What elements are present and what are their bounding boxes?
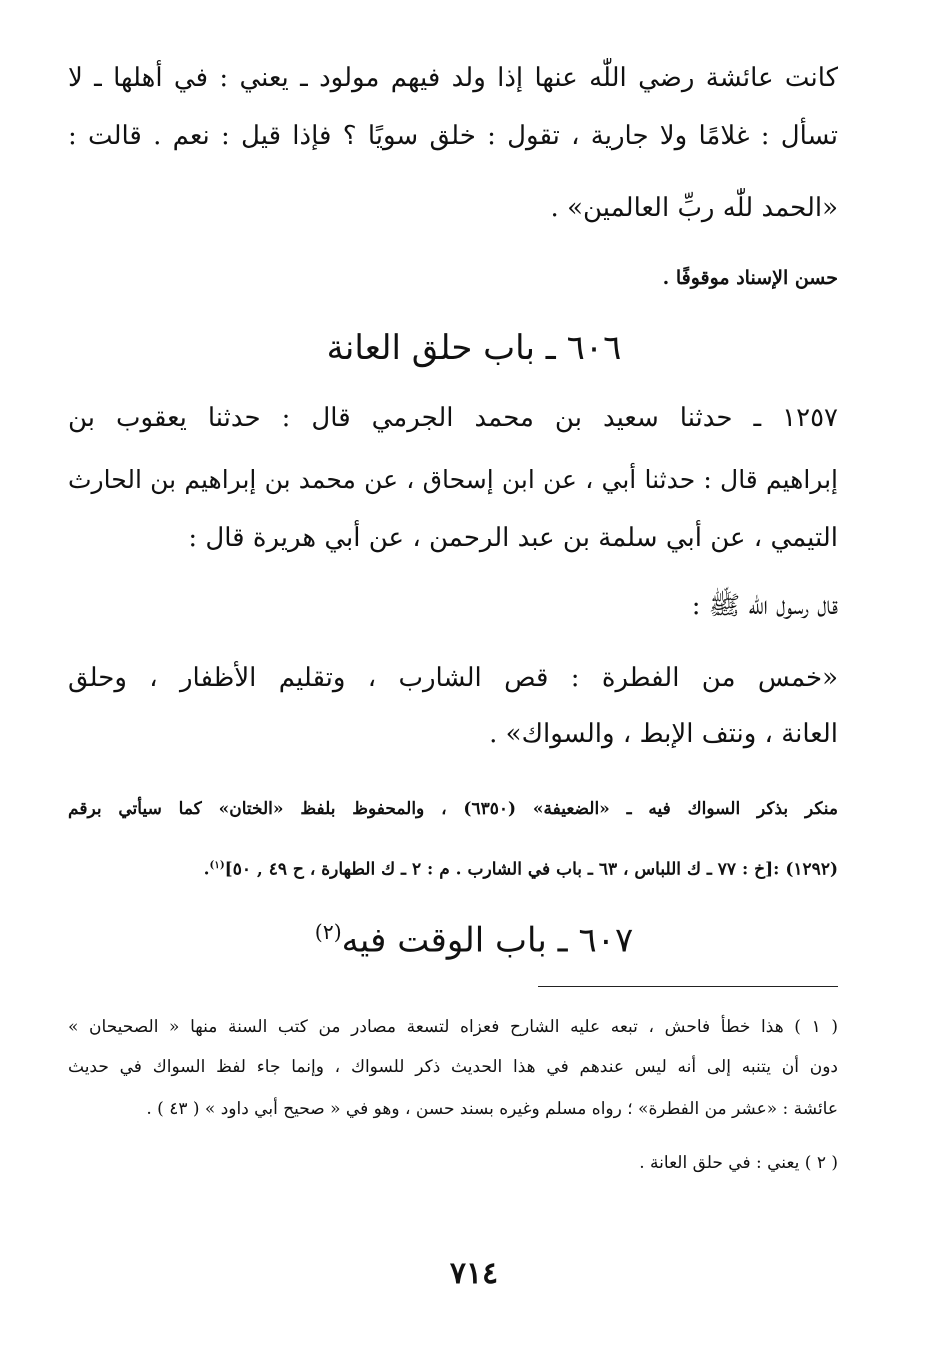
- hadith-1257-line-1: ١٢٥٧ ـ حدثنا سعيد بن محمد الجرمي قال : حدثنا يعقوب بن: [68, 403, 838, 433]
- hadith-1257-line-5: «خمس من الفطرة : قص الشارب ، وتقليم الأظفار ، وحلق: [68, 663, 838, 693]
- hadith-grade: حسن الإسناد موقوفًا .: [662, 267, 838, 289]
- grade-line-2-end: .: [203, 859, 210, 880]
- grade-line-1: منكر بذكر السواك فيه ـ «الضعيفة» (٦٣٥٠) ، والمحفوظ بلفظ «الختان» كما سيأتي برقم: [68, 799, 838, 819]
- chapter-heading-607: [0, 908, 948, 964]
- footnote-2: ( ٢ ) يعني : في حلق العانة .: [639, 1153, 838, 1173]
- footnote-1-line-1: ( ١ ) هذا خطأ فاحش ، تبعه عليه الشارح فعزاه لتسعة مصادر من كتب السنة منها « الصحيحان »: [68, 1017, 838, 1037]
- hadith-1257-line-4: قال رسول الله ﷺ :: [691, 591, 838, 621]
- hadith-1257-line-3: التيمي ، عن أبي سلمة بن عبد الرحمن ، عن أبي هريرة قال :: [188, 523, 838, 553]
- footnote-ref-1: (١): [209, 859, 225, 871]
- footnote-1-line-2: دون أن يتنبه إلى أنه ليس عندهم في هذا الحديث ذكر للسواك ، وإنما جاء لفظ السواك في حديث: [68, 1057, 838, 1077]
- body-line-1: كانت عائشة رضي اللّٰه عنها إذا ولد فيهم مولود ـ يعني : في أهلها ـ لا: [68, 63, 838, 93]
- chapter-heading-606: ٦٠٦ ـ باب حلق العانة: [326, 328, 622, 368]
- footnote-ref-2: (٢): [314, 920, 342, 944]
- chapter-607-title: ٦٠٧ ـ باب الوقت فيه: [341, 920, 634, 961]
- footnote-1-line-3: عائشة : «عشر من الفطرة» ؛ رواه مسلم وغيره بسند حسن ، وهو في « صحيح أبي داود » ( ٤٣ ) .: [146, 1099, 838, 1119]
- body-line-3: «الحمد للّٰه ربِّ العالمين» .: [550, 193, 838, 223]
- grade-line-2: [68, 850, 838, 885]
- grade-line-2-text: (١٢٩٢) :[خ : ٧٧ ـ ك اللباس ، ٦٣ ـ باب في الشارب . م : ٢ ـ ك الطهارة ، ح ٤٩ , ٥٠]: [224, 859, 838, 880]
- hadith-1257-line-2: إبراهيم قال : حدثنا أبي ، عن ابن إسحاق ، عن محمد بن إبراهيم بن الحارث: [68, 465, 838, 494]
- hadith-1257-line-6: العانة ، ونتف الإبط ، والسواك» .: [489, 719, 838, 749]
- body-line-2: تسأل : غلامًا ولا جارية ، تقول : خلق سويًا ؟ فإذا قيل : نعم . قالت :: [68, 121, 838, 151]
- page-number: ٧١٤: [449, 1256, 499, 1291]
- footnote-divider: [538, 986, 838, 987]
